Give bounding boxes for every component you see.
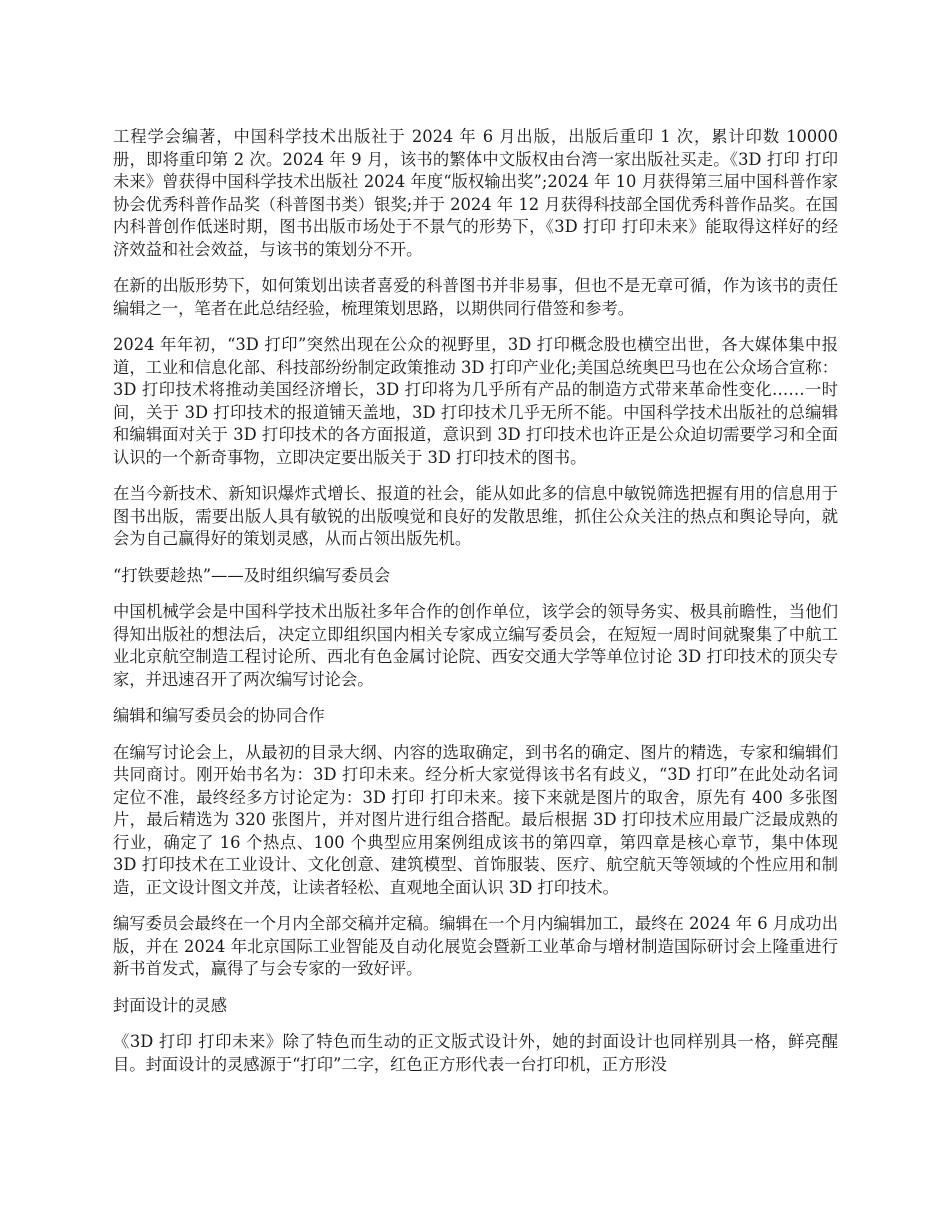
section-heading-cover-design: 封面设计的灵感: [113, 995, 227, 1015]
paragraph-publication-launch: 编写委员会最终在一个月内全部交稿并定稿。编辑在一个月内编辑加工，最终在 2024 年 6 月成功出版，并在 2024 年北京国际工业智能及自动化展览会暨新工业革命与增材制造国际研讨会上隆重进行新书首发式，赢得了与会专家的一致好评。: [113, 914, 838, 978]
section-heading-cooperation: 编辑和编写委员会的协同合作: [113, 706, 325, 725]
section-heading-committee: “打铁要趁热”——及时组织编写委员会: [113, 565, 391, 585]
article-body: [113, 126, 838, 1090]
paragraph-3d-printing-trend: 2024 年年初，“3D 打印”突然出现在公众的视野里，3D 打印概念股也横空出世，各大媒体集中报道，工业和信息化部、科技部纷纷制定政策推动 3D 打印产业化;美国总统奥巴马也在公众场合宣称：3D 打印技术将推动美国经济增长，3D 打印将为几乎所有产品的制造方式带来革命性变化……一时间，关于 3D 打印技术的报道铺天盖地，3D 打印技术几乎无所不能。中国科学技术出版社的总编辑和编辑面对关于 3D 打印技术的各方面报道，意识到 3D 打印技术也许正是公众迫切需要学习和全面认识的一个新奇事物，立即决定要出版关于 3D 打印技术的图书。: [113, 335, 838, 467]
paragraph-cooperation: 在编写讨论会上，从最初的目录大纲、内容的选取确定，到书名的确定、图片的精选，专家和编辑们共同商讨。刚开始书名为：3D 打印未来。经分析大家觉得该书名有歧义，“3D 打印”在此处动名词定位不准，最终经多方讨论定为：3D 打印 打印未来。接下来就是图片的取舍，原先有 400 多张图片，最后精选为 320 张图片，并对图片进行组合搭配。最后根据 3D 打印技术应用最广泛最成熟的行业，确定了 16 个热点、100 个典型应用案例组成该书的第四章，第四章是核心章节，集中体现 3D 打印技术在工业设计、文化创意、建筑模型、首饰服装、医疗、航空航天等领域的个性应用和制造，正文设计图文并茂，让读者轻松、直观地全面认识 3D 打印技术。: [113, 742, 838, 897]
paragraph-committee: 中国机械学会是中国科学技术出版社多年合作的创作单位，该学会的领导务实、极具前瞻性，当他们得知出版社的想法后，决定立即组织国内相关专家成立编写委员会，在短短一周时间就聚集了中航工业北京航空制造工程讨论所、西北有色金属讨论院、西安交通大学等单位讨论 3D 打印技术的顶尖专家，并迅速召开了两次编写讨论会。: [113, 602, 838, 689]
paragraph-publication-history: 工程学会编著，中国科学技术出版社于 2024 年 6 月出版，出版后重印 1 次，累计印数 10000 册，即将重印第 2 次。2024 年 9 月，该书的繁体中文版权由台湾一家出版社买走。《3D 打印 打印未来》曾获得中国科学技术出版社 2024 年度“版权输出奖”;2024 年 10 月获得第三届中国科普作家协会优秀科普作品奖（科普图书类）银奖;并于 2024 年 12 月获得科技部全国优秀科普作品奖。在国内科普创作低迷时期，图书出版市场处于不景气的形势下，《3D 打印 打印未来》能取得这样好的经济效益和社会效益，与该书的策划分不开。: [113, 127, 838, 259]
paragraph-publishing-sense: 在当今新技术、新知识爆炸式增长、报道的社会，能从如此多的信息中敏锐筛选把握有用的信息用于图书出版，需要出版人具有敏锐的出版嗅觉和良好的发散思维，抓住公众关注的热点和舆论导向，就会为自己赢得好的策划灵感，从而占领出版先机。: [113, 484, 838, 548]
paragraph-cover-design: 《3D 打印 打印未来》除了特色而生动的正文版式设计外，她的封面设计也同样别具一格，鲜亮醒目。封面设计的灵感源于“打印”二字，红色正方形代表一台打印机，正方形没: [113, 1032, 838, 1074]
paragraph-planning-intro: 在新的出版形势下，如何策划出读者喜爱的科普图书并非易事，但也不是无章可循，作为该书的责任编辑之一，笔者在此总结经验，梳理策划思路，以期供同行借签和参考。: [113, 276, 838, 318]
